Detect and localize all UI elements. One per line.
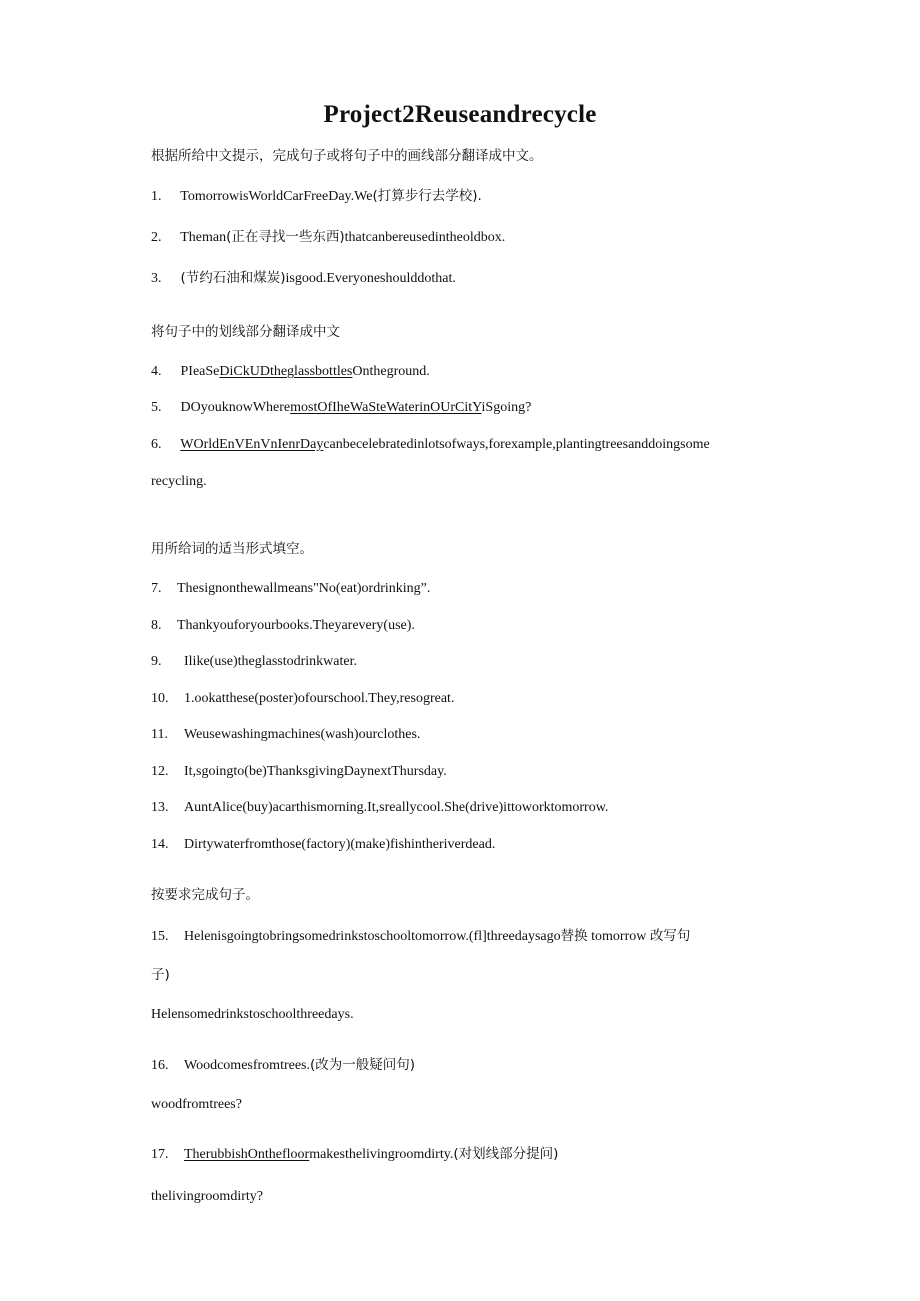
question-instruction: (改为一般疑问句) [310,1057,416,1073]
question-instruction: (对划线部分提问) [453,1146,559,1162]
question-text: Ilike(use)theglasstodrinkwater. [184,654,358,669]
question-text: 1.ookatthese(poster)ofourschool.They,resogreat. [184,691,455,706]
question-text: Theman [180,230,227,245]
question-4 [151,363,430,381]
question-text: isgood.Everyoneshoulddothat. [285,271,456,286]
question-instruction: 改写句 [649,928,691,944]
answer-line-17: thelivingroomdirty? [151,1189,263,1204]
question-text: Thesignonthewallmeans"No(eat)ordrinking”. [177,581,431,596]
question-instruction: 替换 [560,928,588,944]
question-text: iSgoing? [481,400,532,415]
question-text: Woodcomesfromtrees. [184,1058,310,1073]
question-7 [151,580,430,598]
underlined-phrase: TherubbishOnthefloor [184,1147,310,1162]
section-heading-2: 将句子中的划线部分翻译成中文 [151,324,340,340]
question-text: canbecelebratedinlotsofways,forexample,plantingtreesanddoingsome [323,437,710,452]
question-number: 14. [151,837,169,852]
question-number: 3. [151,271,162,286]
question-16 [151,1056,415,1075]
question-text: Helenisgoingtobringsomedrinkstoschooltomorrow.(fl]threedaysago [184,929,561,944]
question-5 [151,399,531,417]
question-hint: (正在寻找一些东西) [226,229,345,245]
question-hint: (节约石油和煤炭) [180,270,286,286]
question-text: tomorrow [591,929,647,944]
question-14 [151,836,495,854]
section-heading-4: 按要求完成句子。 [151,887,259,903]
question-10 [151,690,454,708]
question-number: 16. [151,1058,169,1073]
section-heading-3: 用所给词的适当形式填空。 [151,541,313,557]
question-number: 6. [151,437,162,452]
question-12 [151,763,447,781]
underlined-phrase: DiCkUDtheglassbottles [219,364,353,379]
question-number: 12. [151,764,169,779]
question-15-continuation: 子) [151,967,170,983]
question-hint: (打算步行去学校). [372,188,482,204]
question-number: 9. [151,654,162,669]
answer-line-16: woodfromtrees? [151,1097,242,1112]
answer-line-15: Helensomedrinkstoschoolthreedays. [151,1007,354,1022]
question-text: Ontheground. [352,364,430,379]
question-2 [151,228,505,247]
underlined-phrase: mostOfIheWaSteWaterinOUrCitY [290,400,482,415]
question-9 [151,653,357,671]
question-number: 5. [151,400,162,415]
question-text: PIeaSe [180,364,220,379]
question-number: 11. [151,727,168,742]
underlined-phrase: WOrldEnVEnVnIenrDay [180,437,324,452]
question-11 [151,726,420,744]
question-number: 13. [151,800,169,815]
question-number: 10. [151,691,169,706]
question-3 [151,269,456,288]
question-6-continuation: recycling. [151,474,207,489]
question-number: 15. [151,929,169,944]
section-heading-1: 根据所给中文提示，完成句子或将句子中的画线部分翻译成中文。 [151,148,543,164]
question-number: 17. [151,1147,169,1162]
question-number: 1. [151,189,162,204]
question-text: It,sgoingto(be)ThanksgivingDaynextThursday. [184,764,447,779]
question-text: thatcanbereusedintheoldbox. [344,230,506,245]
question-text: DOyouknowWhere [180,400,291,415]
question-text: AuntAlice(buy)acarthismorning.It,sreallycool.She(drive)ittoworktomorrow. [184,800,609,815]
question-number: 8. [151,618,162,633]
question-text: Weusewashingmachines(wash)ourclothes. [184,727,421,742]
question-6 [151,436,710,454]
question-text: Thankyouforyourbooks.Theyarevery(use). [177,618,415,633]
page-title: Project2Reuseandrecycle [323,101,597,128]
question-1 [151,187,482,206]
question-text: Dirtywaterfromthose(factory)(make)fishintheriverdead. [184,837,496,852]
question-number: 7. [151,581,162,596]
question-15 [151,927,690,946]
question-number: 2. [151,230,162,245]
question-13 [151,799,608,817]
question-17 [151,1145,558,1164]
question-8 [151,617,415,635]
question-text: TomorrowisWorldCarFreeDay.We [180,189,373,204]
question-number: 4. [151,364,162,379]
question-text: makesthelivingroomdirty. [309,1147,454,1162]
